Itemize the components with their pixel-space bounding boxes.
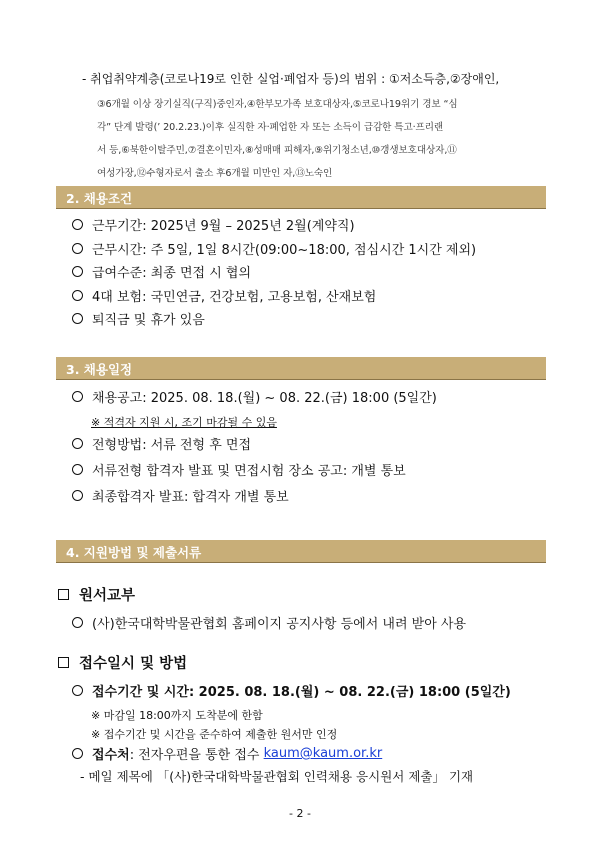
circle-bullet-icon <box>72 617 83 628</box>
section-header-title: 2. 채용조건 <box>66 191 133 206</box>
email-link[interactable]: kaum@kaum.or.kr <box>263 746 383 761</box>
condition-item: 근무시간: 주 5일, 1일 8시간(09:00~18:00, 점심시간 1시간 제외) <box>72 239 476 258</box>
section-header-schedule <box>56 357 546 380</box>
receipt-place-text: : 전자우편을 통한 접수 <box>129 748 264 763</box>
schedule-item: 최종합격자 발표: 합격자 개별 통보 <box>72 486 289 505</box>
circle-bullet-icon <box>72 490 83 501</box>
section-header-application <box>56 540 546 563</box>
circle-bullet-icon <box>72 313 83 324</box>
receipt-place-label: 접수처 <box>92 748 130 763</box>
intro-line-3: 서 등,⑥북한이탈주민,⑦결혼이민자,⑧성매매 피해자,⑨위기청소년,⑩갱생보호대상자,⑪ <box>97 145 457 156</box>
circle-bullet-icon <box>72 219 83 230</box>
circle-bullet-icon <box>72 748 83 759</box>
condition-item: 4대 보험: 국민연금, 건강보험, 고용보험, 산재보험 <box>72 286 376 305</box>
schedule-item: 전형방법: 서류 전형 후 면접 <box>72 434 251 453</box>
early-close-note: ※ 적격자 지원 시, 조기 마감될 수 있음 <box>91 416 277 429</box>
form-distribution-item: (사)한국대학박물관협회 홈페이지 공지사항 등에서 내려 받아 사용 <box>72 613 466 632</box>
intro-lead: - 취업취약계층(코로나19로 인한 실업·폐업자 등)의 범위 : ①저소득층,②장애인, <box>82 72 500 86</box>
intro-line-4: 여성가장,⑫수형자로서 출소 후6개월 미만인 자,⑬노숙인 <box>97 168 333 179</box>
circle-bullet-icon <box>72 243 83 254</box>
circle-bullet-icon <box>72 266 83 277</box>
checkbox-square-icon <box>58 657 69 668</box>
intro-line-1: ③6개월 이상 장기실직(구직)중인자,④한부모가족 보호대상자,⑤코로나19위기 경보 “심 <box>97 99 458 110</box>
section-header-title: 3. 채용일정 <box>66 362 133 377</box>
receipt-title: 접수일시 및 방법 <box>58 652 187 673</box>
schedule-item: 서류전형 합격자 발표 및 면접시험 장소 공고: 개별 통보 <box>72 460 406 479</box>
intro-line-2: 각” 단계 발령(’ 20.2.23.)이후 실직한 자·폐업한 자 또는 소득이 급감한 특고·프리랜 <box>97 122 444 133</box>
schedule-item: 채용공고: 2025. 08. 18.(월) ~ 08. 22.(금) 18:00 (5일간) <box>72 387 437 406</box>
condition-item: 근무기간: 2025년 9월 – 2025년 2월(계약직) <box>72 215 355 234</box>
page-number: - 2 - <box>289 807 311 820</box>
mail-subject-instruction: - 메일 제목에 「(사)한국대학박물관협회 인력채용 응시원서 제출」 기재 <box>80 769 474 784</box>
receipt-period: 접수기간 및 시간: 2025. 08. 18.(월) ~ 08. 22.(금) 18:00 (5일간) <box>72 681 511 700</box>
circle-bullet-icon <box>72 391 83 402</box>
circle-bullet-icon <box>72 290 83 301</box>
circle-bullet-icon <box>72 438 83 449</box>
condition-item: 퇴직금 및 휴가 있음 <box>72 309 205 328</box>
receipt-place <box>72 744 382 763</box>
circle-bullet-icon <box>72 685 83 696</box>
section-header-title: 4. 지원방법 및 제출서류 <box>66 545 202 560</box>
deadline-note: ※ 마감일 18:00까지 도착분에 한함 <box>91 709 263 722</box>
checkbox-square-icon <box>58 589 69 600</box>
section-header-conditions <box>56 186 546 209</box>
compliance-note: ※ 접수기간 및 시간을 준수하여 제출한 원서만 인정 <box>91 728 338 741</box>
condition-item: 급여수준: 최종 면접 시 협의 <box>72 262 251 281</box>
circle-bullet-icon <box>72 464 83 475</box>
form-distribution-title: 원서교부 <box>58 584 135 605</box>
